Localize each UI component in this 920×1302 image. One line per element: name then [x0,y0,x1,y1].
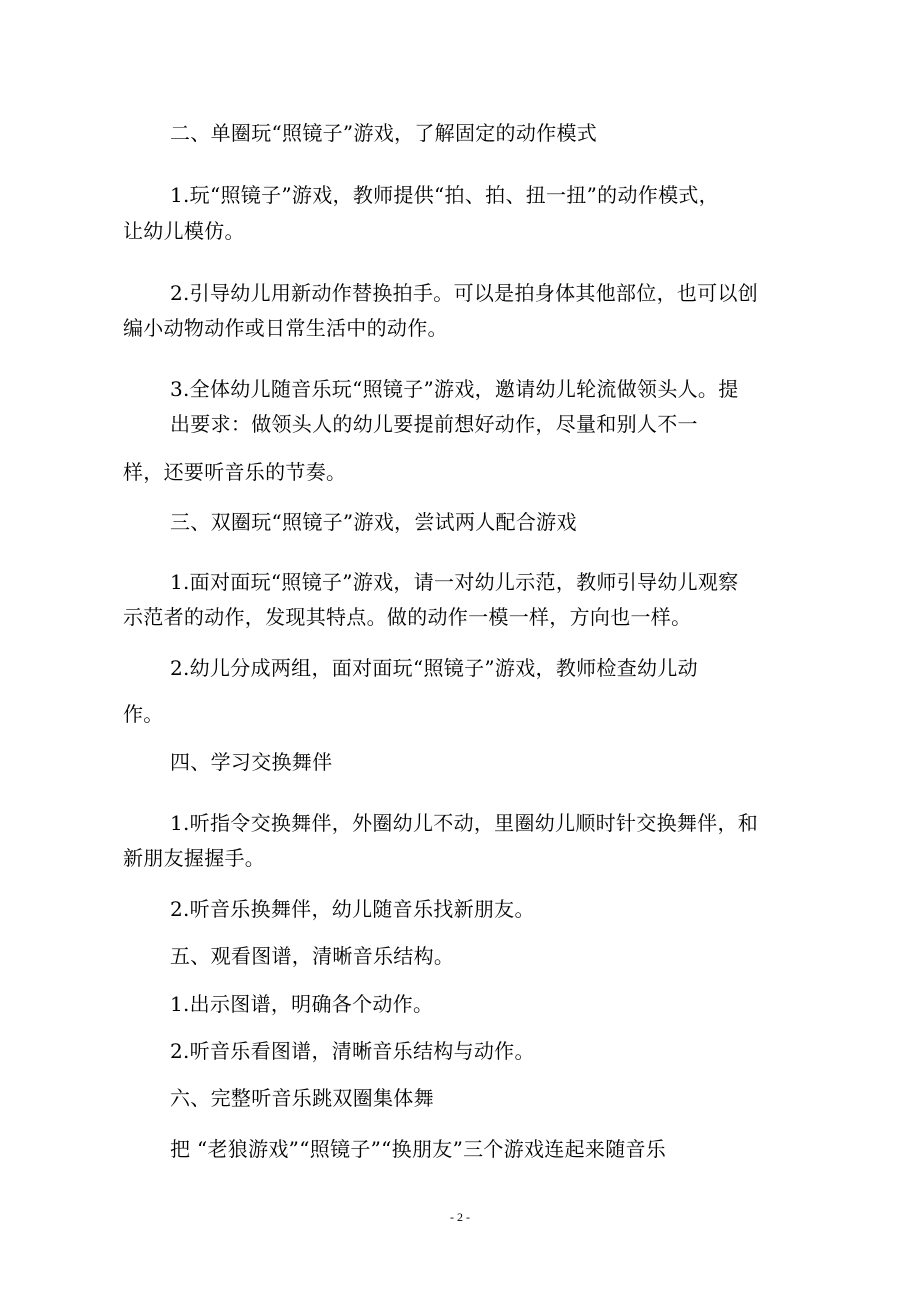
heading-section-2: 二、单圈玩“照镜子”游戏，了解固定的动作模式 [170,121,598,145]
paragraph-line: 新朋友握握手。 [123,846,266,870]
paragraph-line: 2.引导幼儿用新动作替换拍手。可以是拍身体其他部位，也可以创 [170,281,759,305]
heading-section-4: 四、学习交换舞伴 [170,750,333,774]
paragraph-line: 出要求：做领头人的幼儿要提前想好动作，尽量和别人不一 [170,412,698,436]
heading-section-3: 三、双圈玩“照镜子”游戏，尝试两人配合游戏 [170,510,577,534]
paragraph-line: 样，还要听音乐的节奏。 [123,460,347,484]
paragraph-line: 2.听音乐换舞伴，幼儿随音乐找新朋友。 [170,897,535,921]
paragraph-line: 3.全体幼儿随音乐玩“照镜子”游戏，邀请幼儿轮流做领头人。提 [170,377,739,401]
paragraph-line: 1.听指令交换舞伴，外圈幼儿不动，里圈幼儿顺时针交换舞伴，和 [170,811,759,835]
heading-section-5: 五、观看图谱，清晰音乐结构。 [170,944,455,968]
paragraph-line: 示范者的动作，发现其特点。做的动作一模一样，方向也一样。 [123,605,692,629]
paragraph-line: 让幼儿模仿。 [123,219,245,243]
heading-section-6: 六、完整听音乐跳双圈集体舞 [170,1086,434,1110]
paragraph-line: 编小动物动作或日常生活中的动作。 [123,316,448,340]
paragraph-line: 把 “老狼游戏”“照镜子”“换朋友”三个游戏连起来随音乐 [170,1137,667,1161]
paragraph-line: 1.出示图谱，明确各个动作。 [170,992,434,1016]
paragraph-line: 1.面对面玩“照镜子”游戏，请一对幼儿示范，教师引导幼儿观察 [170,570,739,594]
paragraph-line: 1.玩“照镜子”游戏，教师提供“拍、拍、扭一扭”的动作模式， [170,183,719,207]
page-number: - 2 - [450,1210,470,1224]
paragraph-line: 作。 [123,702,164,726]
paragraph-line: 2.幼儿分成两组，面对面玩“照镜子”游戏，教师检查幼儿动 [170,656,698,680]
paragraph-line: 2.听音乐看图谱，清晰音乐结构与动作。 [170,1039,535,1063]
